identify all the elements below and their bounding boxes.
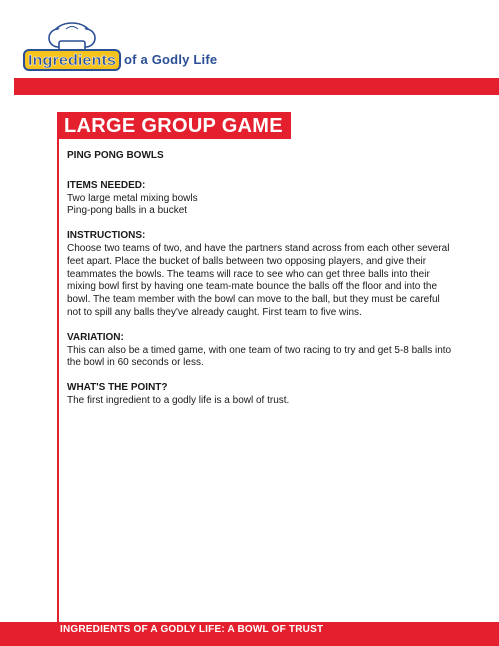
items-list [67, 193, 455, 219]
instructions-text: Choose two teams of two, and have the partners stand across from each other several feet apart. Place the bucket of balls between two opposing players, and give their teammates the bowls. The teams will race to see who can get three balls into their mixing bowl first by having one team-mate bounce the balls off the floor and into the bowl. The team member with the bowl can move to the ball, but they must be careful not to spill any balls they've already caught. First team to five wins. [67, 242, 450, 318]
game-name: PING PONG BOWLS [67, 150, 164, 161]
list-item: Two large metal mixing bowls [67, 192, 198, 204]
game-content [67, 150, 455, 420]
variation-text: This can also be a timed game, with one team of two racing to try and get 5-8 balls into the bowl in 60 seconds or less. [67, 344, 452, 369]
chef-hat-icon [49, 23, 95, 53]
left-red-rule [57, 112, 59, 626]
footer-text: INGREDIENTS OF A GODLY LIFE: A BOWL OF TRUST [60, 624, 324, 635]
point-text: The first ingredient to a godly life is a bowl of trust. [67, 394, 290, 406]
section-title: LARGE GROUP GAME [57, 112, 291, 139]
instructions-heading: INSTRUCTIONS: [67, 230, 146, 242]
top-red-bar [14, 78, 499, 95]
variation-heading: VARIATION: [67, 331, 124, 343]
ingredients-logo [22, 16, 122, 74]
point-heading: WHAT'S THE POINT? [67, 382, 168, 394]
list-item: Ping-pong balls in a bucket [67, 205, 188, 217]
logo-word: Ingredients [28, 52, 116, 69]
tagline: of a Godly Life [124, 52, 218, 67]
items-heading: ITEMS NEEDED: [67, 179, 146, 191]
